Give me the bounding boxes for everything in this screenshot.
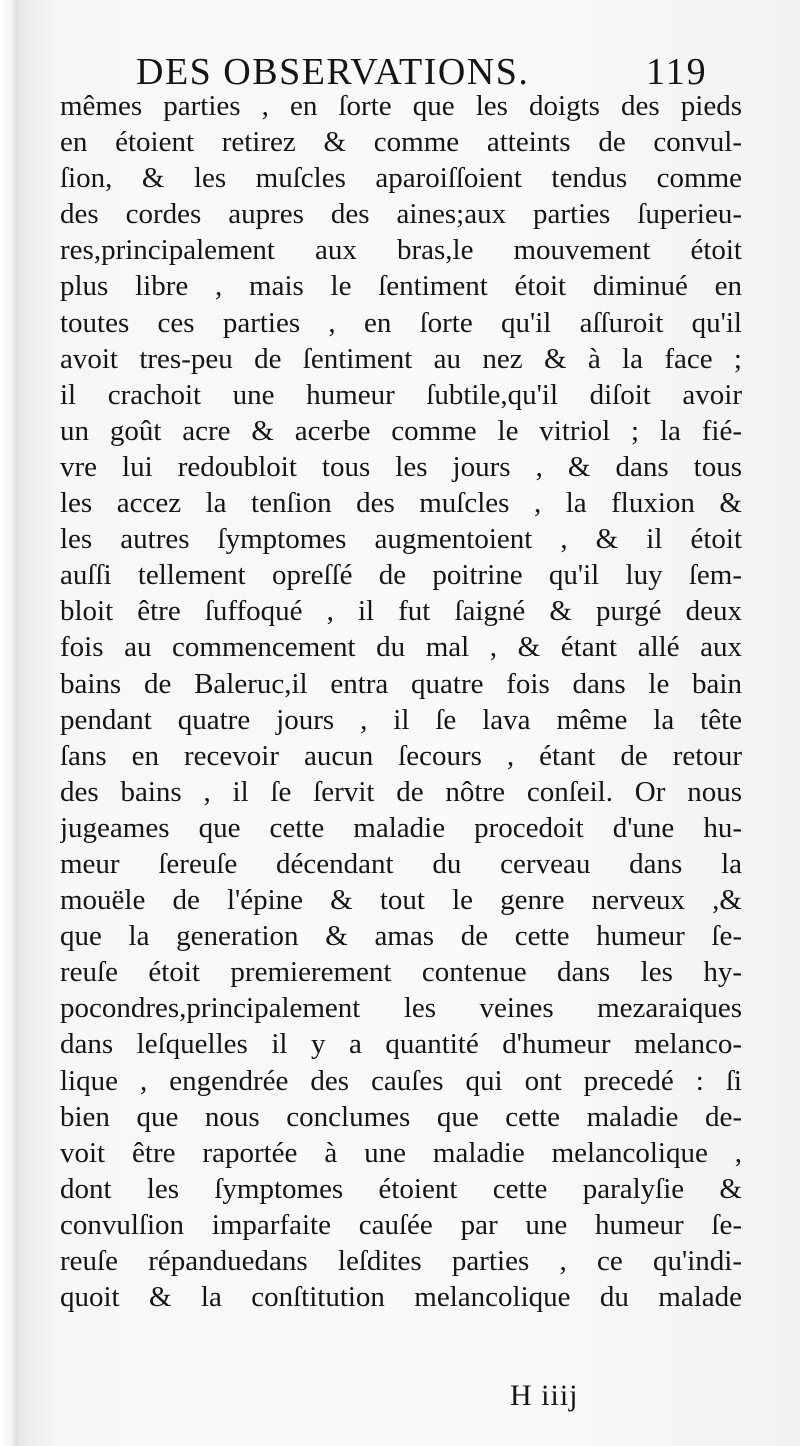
- text-line: mouële de l'épine & tout le genre nerveux ,&: [60, 884, 742, 917]
- text-line: les accez la tenſion des muſcles , la fluxion &: [60, 487, 742, 520]
- text-line: les autres ſymptomes augmentoient , & il étoit: [60, 523, 742, 556]
- text-line: toutes ces parties , en ſorte qu'il aſſuroit qu'il: [60, 306, 742, 339]
- text-line: un goût acre & acerbe comme le vitriol ; la fié-: [60, 414, 742, 447]
- text-line: ſans en recevoir aucun ſecours , étant de retour: [60, 739, 742, 772]
- text-line: pendant quatre jours , il ſe lava même la tête: [60, 703, 742, 736]
- text-line: plus libre , mais le ſentiment étoit diminué en: [60, 270, 742, 303]
- text-line: res,principalement aux bras,le mouvement étoit: [60, 234, 742, 267]
- text-line: vre lui redoubloit tous les jours , & dans tous: [60, 450, 742, 483]
- text-line: il crachoit une humeur ſubtile,qu'il diſoit avoir: [60, 378, 742, 411]
- text-line: en étoient retirez & comme atteints de convul-: [60, 126, 742, 159]
- text-line: jugeames que cette maladie procedoit d'une hu-: [60, 811, 742, 844]
- body-text: [60, 88, 742, 1315]
- text-line: dont les ſymptomes étoient cette paralyſie &: [60, 1172, 742, 1205]
- text-line: mêmes parties , en ſorte que les doigts des pieds: [60, 90, 742, 122]
- text-line: bloit être ſuffoqué , il fut ſaigné & purgé deux: [60, 595, 742, 628]
- text-line: ſion, & les muſcles aparoiſſoient tendus comme: [60, 162, 742, 195]
- signature-mark: H iiij: [510, 1379, 579, 1412]
- text-line: reuſe répanduedans leſdites parties , ce qu'indi-: [60, 1245, 742, 1277]
- page-left-margin: [0, 0, 18, 1446]
- running-title: DES OBSERVATIONS.: [136, 51, 530, 93]
- text-line: pocondres,principalement les veines mezaraiques: [60, 992, 742, 1025]
- text-line: auſſi tellement opreſſé de poitrine qu'il luy ſem-: [60, 559, 742, 592]
- book-page: [18, 0, 800, 1446]
- text-line: convulſion imparfaite cauſée par une humeur ſe-: [60, 1208, 742, 1241]
- text-line: fois au commencement du mal , & étant allé aux: [60, 631, 742, 664]
- text-line: que la generation & amas de cette humeur ſe-: [60, 920, 742, 953]
- text-line: meur ſereuſe décendant du cerveau dans la: [60, 847, 742, 880]
- text-line: reuſe étoit premierement contenue dans les hy-: [60, 956, 742, 989]
- text-line: bains de Baleruc,il entra quatre fois dans le bain: [60, 667, 742, 700]
- text-line: voit être raportée à une maladie melancolique ,: [60, 1136, 742, 1169]
- text-line: quoit & la conſtitution melancolique du malade: [60, 1281, 742, 1314]
- text-line: dans leſquelles il y a quantité d'humeur melanco-: [60, 1028, 742, 1061]
- text-line: avoit tres-peu de ſentiment au nez & à la face ;: [60, 342, 742, 375]
- text-line: bien que nous conclumes que cette maladie de-: [60, 1100, 742, 1133]
- text-line: lique , engendrée des cauſes qui ont precedé : ſi: [60, 1064, 742, 1097]
- text-line: des bains , il ſe ſervit de nôtre conſeil. Or nous: [60, 775, 742, 808]
- page-number: 119: [646, 51, 708, 93]
- text-line: des cordes aupres des aines;aux parties ſuperieu-: [60, 198, 742, 231]
